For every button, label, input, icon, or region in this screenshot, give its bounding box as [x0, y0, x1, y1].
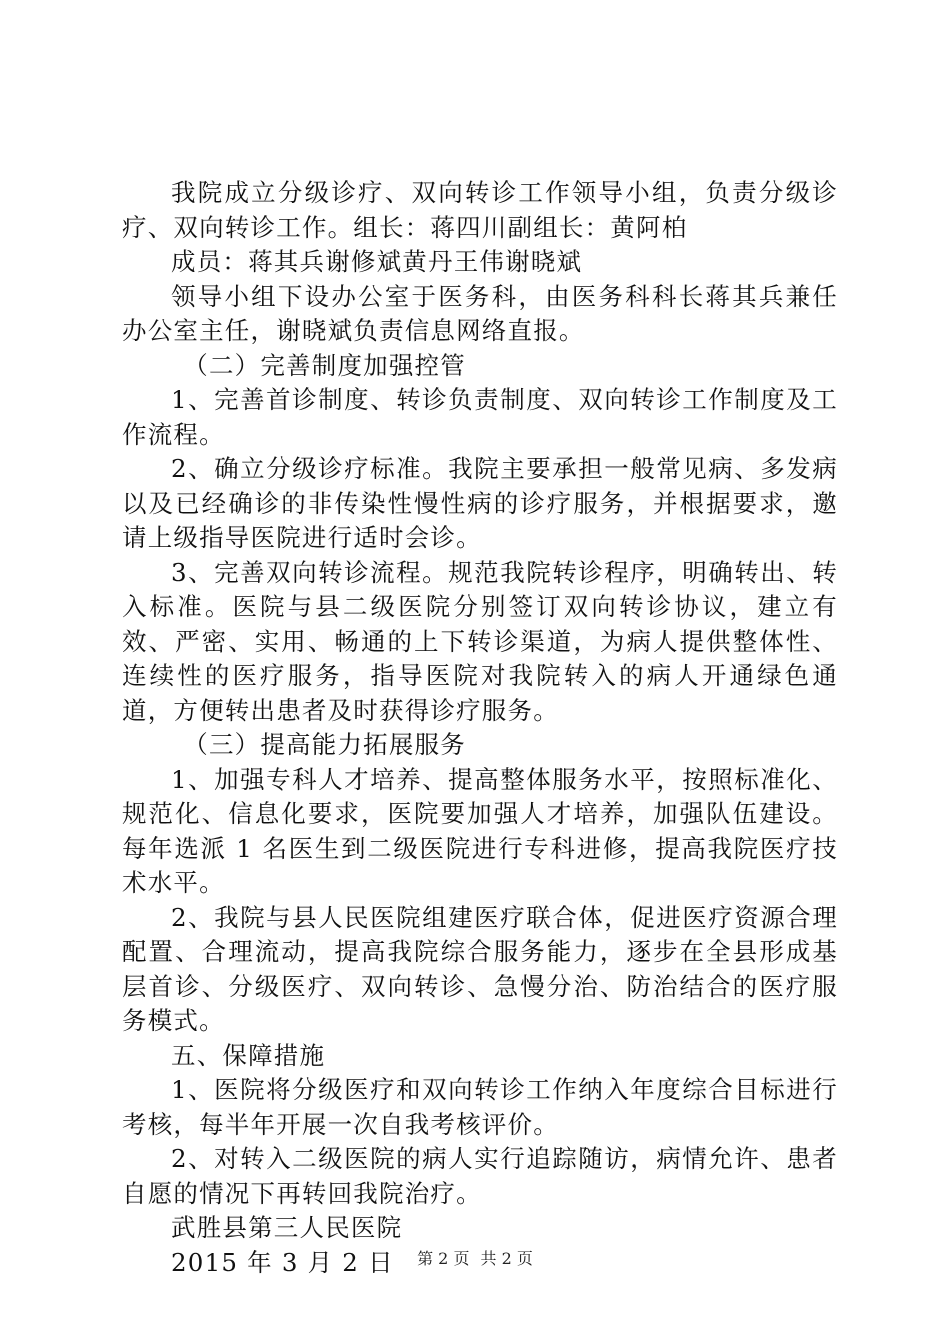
- page-footer: [0, 1246, 950, 1269]
- paragraph-leadership-group: 我院成立分级诊疗、双向转诊工作领导小组，负责分级诊疗、双向转诊工作。组长：蒋四川副组长：黄阿柏: [122, 178, 838, 242]
- paragraph-item-alliance: 2、我院与县人民医院组建医疗联合体，促进医疗资源合理配置、合理流动，提高我院综合服务能力，逐步在全县形成基层首诊、分级医疗、双向转诊、急慢分治、防治结合的医疗服务模式。: [122, 902, 838, 1035]
- signature-date: 2015 年 3 月 2 日: [171, 1247, 394, 1277]
- section-heading-safeguards: 五、保障措施: [171, 1040, 326, 1070]
- paragraph-item-talent: 1、加强专科人才培养、提高整体服务水平，按照标准化、规范化、信息化要求，医院要加强人才培养，加强队伍建设。每年选派 1 名医生到二级医院进行专科进修，提高我院医疗技术水平。: [122, 764, 838, 897]
- paragraph-office: 领导小组下设办公室于医务科，由医务科科长蒋其兵兼任办公室主任，谢晓斌负责信息网络直报。: [122, 281, 838, 345]
- paragraph-members: 成员：蒋其兵谢修斌黄丹王伟谢晓斌: [171, 247, 583, 276]
- section-heading-system: （二）完善制度加强控管: [183, 350, 466, 380]
- paragraph-item-referral-process: 3、完善双向转诊流程。规范我院转诊程序，明确转出、转入标准。医院与县二级医院分别签订双向转诊协议，建立有效、严密、实用、畅通的上下转诊渠道，为病人提供整体性、连续性的医疗服务，指导医院对我院转入的病人开通绿色通道，方便转出患者及时获得诊疗服务。: [122, 557, 838, 725]
- paragraph-item-first-diagnosis: 1、完善首诊制度、转诊负责制度、双向转诊工作制度及工作流程。: [122, 385, 838, 449]
- page-number-current: 第 2 页: [417, 1249, 470, 1268]
- document-body: [122, 176, 838, 1280]
- section-heading-capacity: （三）提高能力拓展服务: [183, 730, 466, 759]
- signature-organization: 武胜县第三人民医院: [171, 1213, 403, 1242]
- paragraph-item-standards: 2、确立分级诊疗标准。我院主要承担一般常见病、多发病以及已经确诊的非传染性慢性病的诊疗服务，并根据要求，邀请上级指导医院进行适时会诊。: [122, 454, 838, 552]
- paragraph-item-followup: 2、对转入二级医院的病人实行追踪随访，病情允许、患者自愿的情况下再转回我院治疗。: [122, 1144, 838, 1208]
- page-number-total: 共 2 页: [480, 1249, 533, 1268]
- paragraph-item-assessment: 1、医院将分级医疗和双向转诊工作纳入年度综合目标进行考核，每半年开展一次自我考核评价。: [122, 1075, 838, 1139]
